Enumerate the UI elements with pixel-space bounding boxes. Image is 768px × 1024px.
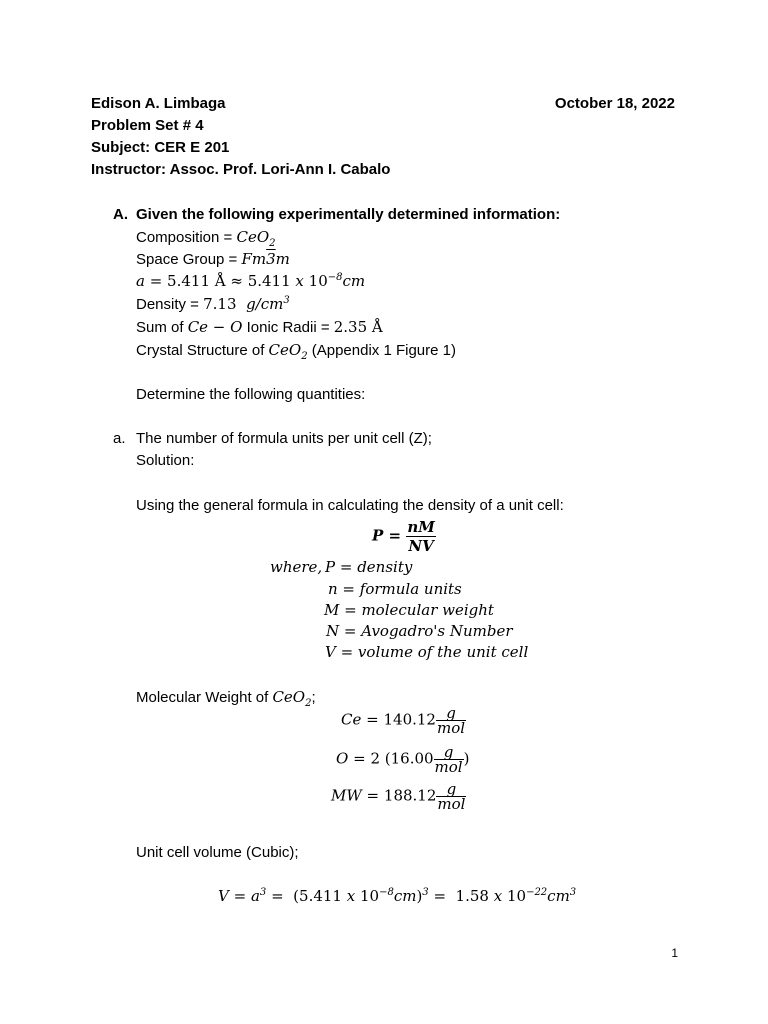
density-equation: P = $\frac{nM}{NV}$ bbox=[372, 518, 435, 555]
ionic-value: 2.35 Å bbox=[333, 318, 383, 336]
composition-formula: CeO$_2$ bbox=[236, 228, 276, 249]
composition-label: Composition = bbox=[136, 229, 237, 246]
density-unit: $g/cm^3$ bbox=[236, 295, 290, 313]
page-number: 1 bbox=[671, 946, 678, 960]
part-a-question: The number of formula units per unit cell (Z); bbox=[136, 430, 432, 447]
ce-equation: Ce = 140.12 $\frac{g}{\text{mol}}$ bbox=[341, 704, 466, 737]
crystal-structure-line bbox=[136, 341, 456, 360]
ionic-label-pre: Sum of bbox=[136, 319, 188, 336]
space-group-line bbox=[136, 250, 290, 269]
ionic-formula: Ce − O bbox=[187, 318, 243, 336]
mw-value: 188.12 bbox=[383, 786, 437, 805]
section-a-marker: A. bbox=[113, 206, 128, 223]
mw-equation: MW = 188.12 $\frac{g}{\text{mol}}$ bbox=[331, 780, 466, 813]
lattice-parameter-line: a = 5.411 Å ≈ 5.411 x $10^{-8}cm$ bbox=[136, 272, 366, 290]
def-formula-units: n = formula units bbox=[328, 580, 462, 598]
problem-set-title: Problem Set # 4 bbox=[91, 117, 204, 134]
general-formula-text: Using the general formula in calculating the density of a unit cell: bbox=[136, 497, 564, 514]
where-label: where, bbox=[270, 558, 323, 576]
ce-value: 140.12 bbox=[383, 710, 436, 729]
volume-equation: $V = a^3 = (5.411$ x $10^{-8}cm)^3 = 1.58$ x $10^{-22}cm^3$ bbox=[218, 887, 577, 905]
crystal-formula: CeO$_2$ bbox=[268, 341, 308, 362]
o-value: 2 (16.00 bbox=[370, 749, 434, 768]
def-molecular-weight: M = molecular weight bbox=[324, 601, 494, 619]
crystal-label-post: (Appendix 1 Figure 1) bbox=[307, 342, 456, 359]
mw-line: Molecular Weight of CeO$_2$; bbox=[136, 688, 316, 709]
density-label: Density = bbox=[136, 296, 204, 313]
density-line bbox=[136, 295, 290, 314]
determine-line: Determine the following quantities: bbox=[136, 386, 366, 403]
space-group-label: Space Group = bbox=[136, 251, 242, 268]
document-date: October 18, 2022 bbox=[554, 95, 675, 112]
def-avogadro: N = Avogadro's Number bbox=[326, 622, 513, 640]
composition-line bbox=[136, 228, 276, 247]
def-volume: V = volume of the unit cell bbox=[325, 643, 529, 661]
instructor-line: Instructor: Assoc. Prof. Lori-Ann I. Cabalo bbox=[91, 161, 391, 178]
author-name: Edison A. Limbaga bbox=[91, 95, 226, 112]
mw-label: Molecular Weight of bbox=[136, 689, 273, 706]
solution-label: Solution: bbox=[136, 452, 195, 469]
crystal-label-pre: Crystal Structure of bbox=[136, 342, 269, 359]
ionic-label-post: Ionic Radii = bbox=[242, 319, 334, 336]
section-a-intro: Given the following experimentally determined information: bbox=[136, 206, 561, 223]
space-group-symbol: Fm3m bbox=[241, 250, 290, 268]
o-equation: O = 2 (16.00 $\frac{g}{\text{mol}}$ ) bbox=[336, 743, 470, 776]
volume-label: Unit cell volume (Cubic); bbox=[136, 844, 299, 861]
part-a-marker: a. bbox=[113, 430, 126, 447]
mw-formula: CeO$_2$ bbox=[272, 688, 312, 709]
density-value: 7.13 bbox=[203, 295, 237, 313]
ionic-radii-line bbox=[136, 318, 383, 337]
def-density: P = density bbox=[325, 558, 413, 576]
subject-line: Subject: CER E 201 bbox=[91, 139, 230, 156]
